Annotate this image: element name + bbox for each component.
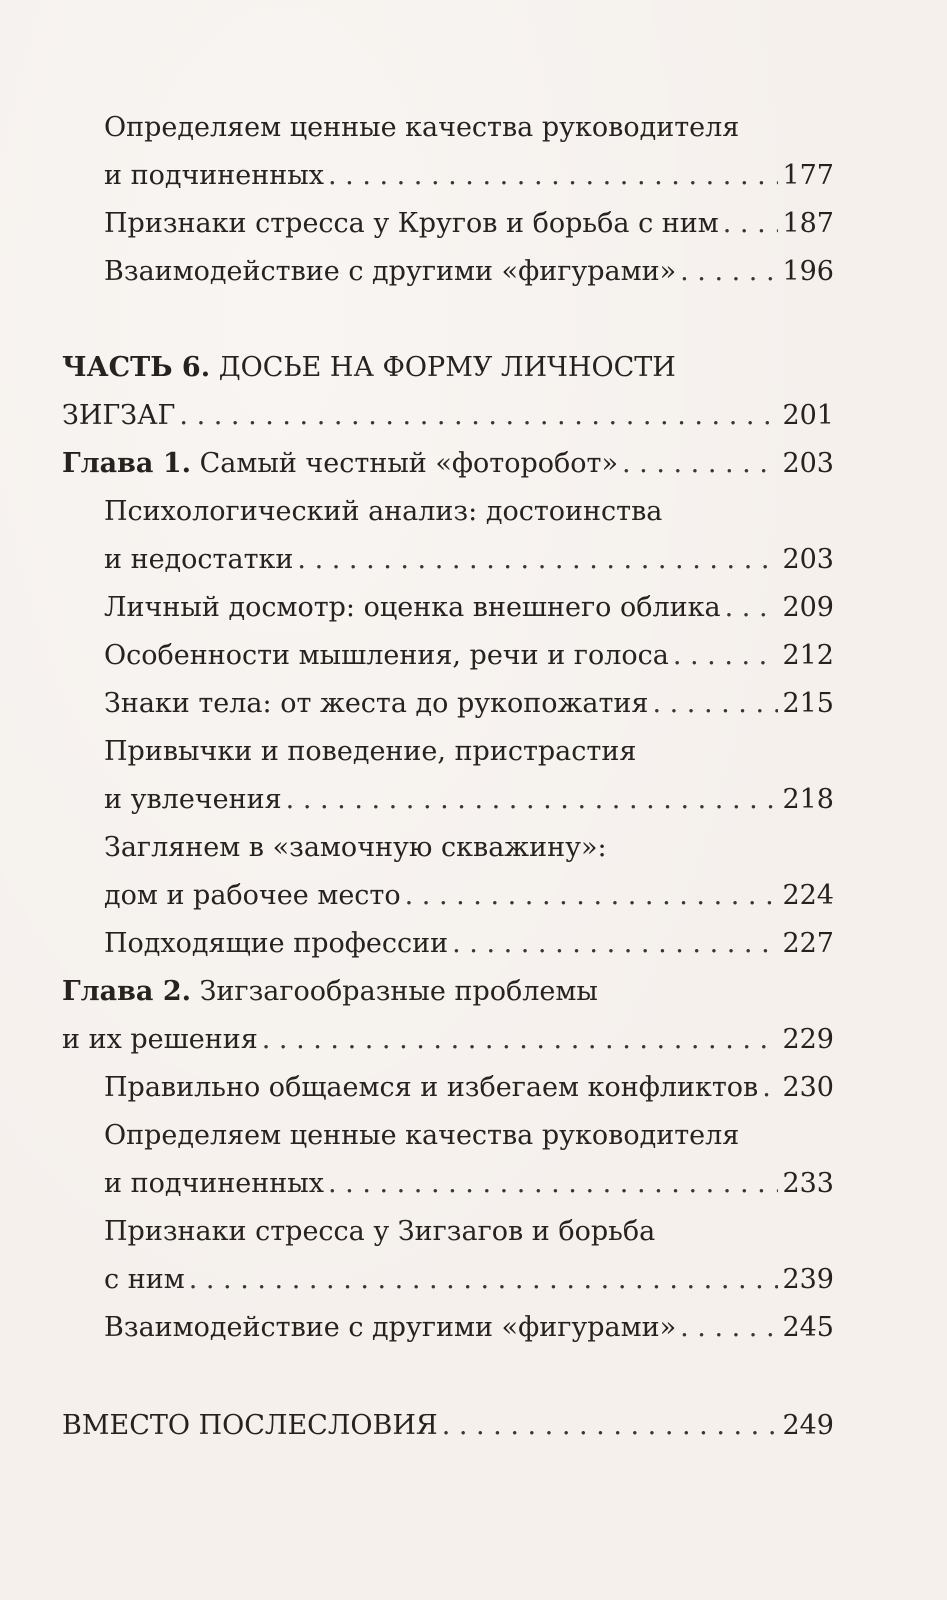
page-number: 203: [782, 544, 834, 575]
page-number: 209: [782, 592, 834, 623]
toc-entry-text: Заглянем в «замочную скважину»:: [104, 832, 607, 863]
toc-entry-text: Взаимодействие с другими «фигурами»: [104, 1312, 677, 1343]
toc-entry-text: Признаки стресса у Зигзагов и борьба: [104, 1216, 656, 1247]
leader-dots: [725, 588, 779, 628]
toc-entry: [62, 1020, 834, 1060]
toc-entry: [104, 156, 834, 196]
leader-dots: [622, 444, 778, 484]
page-number: 233: [782, 1168, 834, 1199]
leader-dots: [328, 156, 778, 196]
toc-entry-line: [104, 1116, 739, 1156]
leader-dots: [452, 924, 778, 964]
toc-entry-text: Знаки тела: от жеста до рукопожатия: [104, 688, 649, 719]
chapter-heading: [62, 972, 598, 1012]
toc-entry-line: [104, 732, 636, 772]
part-heading: [62, 348, 676, 388]
page-number: 218: [782, 784, 834, 815]
page-number: 230: [782, 1072, 834, 1103]
leader-dots: [328, 1164, 778, 1204]
toc-entry: [104, 1308, 834, 1348]
toc-entry: [104, 1068, 834, 1108]
toc-entry-text: Личный досмотр: оценка внешнего облика: [104, 592, 721, 623]
toc-entry-line: [104, 828, 607, 868]
page-number: 249: [782, 1410, 834, 1441]
toc-entry-line: [104, 108, 739, 148]
leader-dots: [179, 396, 778, 436]
toc-entry-text: Признаки стресса у Кругов и борьба с ним: [104, 208, 719, 239]
toc-entry: [104, 924, 834, 964]
leader-dots: [762, 1068, 778, 1108]
page-number: 203: [782, 448, 834, 479]
page-number: 229: [782, 1024, 834, 1055]
toc-entry-text: дом и рабочее место: [104, 880, 401, 911]
toc-entry-text: и увлечения: [104, 784, 282, 815]
toc-entry: [104, 252, 834, 292]
leader-dots: [680, 252, 778, 292]
toc-entry-text: Подходящие профессии: [104, 928, 449, 959]
leader-dots: [297, 540, 778, 580]
toc-entry: [104, 636, 834, 676]
toc-entry: [104, 540, 834, 580]
chapter-title: Самый честный «фоторобот»: [199, 448, 618, 479]
page-number: 245: [782, 1312, 834, 1343]
chapter-label: Глава 2.: [62, 976, 192, 1007]
toc-entry-text: и их решения: [62, 1024, 258, 1055]
toc-entry: [104, 876, 834, 916]
part-title-text: ДОСЬЕ НА ФОРМУ ЛИЧНОСТИ: [218, 352, 676, 383]
leader-dots: [262, 1020, 779, 1060]
toc-entry: [62, 396, 834, 436]
toc-entry-line: [104, 492, 662, 532]
page-number: 187: [782, 208, 834, 239]
toc-entry-text: и подчиненных: [104, 1168, 324, 1199]
leader-dots: [680, 1308, 778, 1348]
leader-dots: [673, 636, 779, 676]
leader-dots: [286, 780, 779, 820]
page-number: 239: [782, 1264, 834, 1295]
toc-entry-text: ЗИГЗАГ: [62, 400, 176, 431]
leader-dots: [189, 1260, 779, 1300]
toc-entry: [104, 204, 834, 244]
toc-entry-text: Правильно общаемся и избегаем конфликтов: [104, 1072, 759, 1103]
toc-entry-text: Привычки и поведение, пристрастия: [104, 736, 637, 767]
leader-dots: [442, 1406, 779, 1446]
toc-entry: [104, 684, 834, 724]
page-number: 215: [782, 688, 834, 719]
toc-entry: [104, 1164, 834, 1204]
toc-entry-text: с ним: [104, 1264, 185, 1295]
leader-dots: [405, 876, 779, 916]
toc-entry-text: и подчиненных: [104, 160, 324, 191]
toc-entry-text: Взаимодействие с другими «фигурами»: [104, 256, 677, 287]
toc-entry: [62, 1406, 834, 1446]
toc-entry-line: [104, 1212, 655, 1252]
part-label: ЧАСТЬ 6.: [62, 352, 211, 383]
page-number: 201: [782, 400, 834, 431]
page-number: 227: [782, 928, 834, 959]
toc-entry: [104, 1260, 834, 1300]
toc-entry: [104, 588, 834, 628]
toc-entry-text: Определяем ценные качества руководителя: [104, 1120, 740, 1151]
leader-dots: [652, 684, 778, 724]
toc-entry-text: Особенности мышления, речи и голоса: [104, 640, 669, 671]
toc-entry-text: Определяем ценные качества руководителя: [104, 112, 740, 143]
toc-entry-text: Психологический анализ: достоинства: [104, 496, 663, 527]
chapter-title: Зигзагообразные проблемы: [199, 976, 598, 1007]
page-number: 212: [782, 640, 834, 671]
toc-entry-text: и недостатки: [104, 544, 294, 575]
toc-entry: [104, 780, 834, 820]
chapter-label: Глава 1.: [62, 448, 192, 479]
page-number: 224: [782, 880, 834, 911]
page-number: 196: [782, 256, 834, 287]
toc-chapter: [62, 444, 834, 484]
toc-entry-text: ВМЕСТО ПОСЛЕСЛОВИЯ: [62, 1410, 438, 1441]
page-number: 177: [782, 160, 834, 191]
leader-dots: [723, 204, 779, 244]
